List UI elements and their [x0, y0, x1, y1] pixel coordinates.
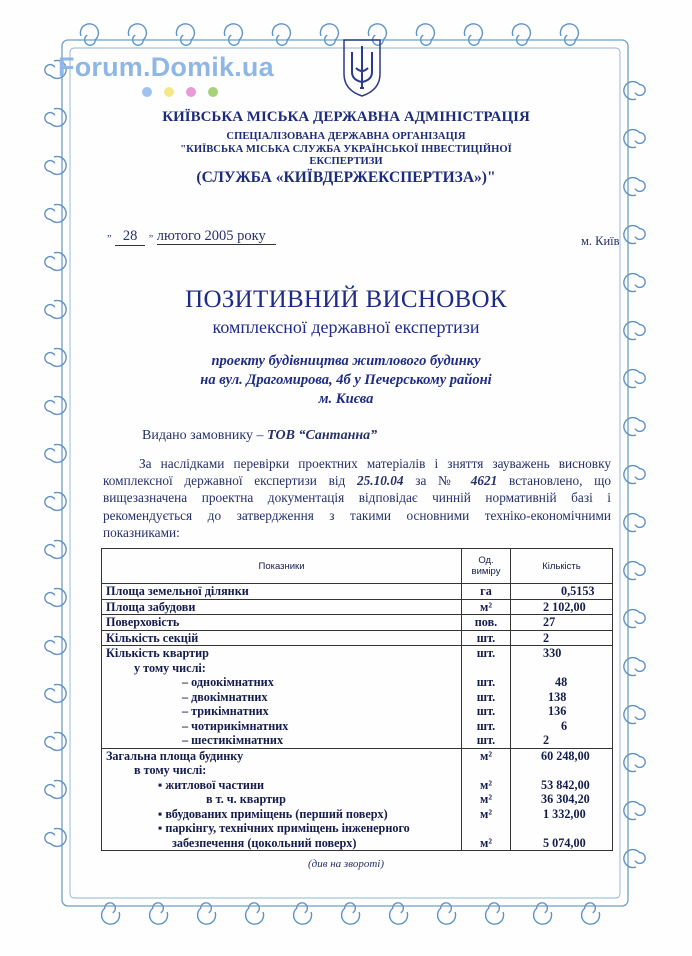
indicator-label: ▪ вбудованих приміщень (перший поверх) — [158, 806, 388, 821]
unit-cell — [462, 646, 511, 749]
indicator-label: в тому числі: — [134, 763, 207, 777]
project-description — [0, 352, 692, 409]
indicator-label: – шестикімнатних — [182, 733, 284, 747]
customer-name: ТОВ “Сантанна” — [266, 428, 378, 443]
unit-label: м² — [480, 599, 492, 614]
issued-to — [142, 428, 377, 444]
quantity-value: 53 842,00 — [541, 777, 590, 792]
org-subtitle-line: "КИЇВСЬКА МІСЬКА СЛУЖБА УКРАЇНСЬКОЇ ІНВЕСТИЦІЙНОЇ — [180, 143, 512, 155]
watermark-dot — [208, 87, 218, 97]
quantity-value: 5 074,00 — [543, 835, 586, 850]
indicators-table — [101, 548, 613, 851]
indicator-label: забезпечення (цокольний поверх) — [172, 835, 357, 850]
watermark-text: Forum.Domik.ua — [58, 52, 274, 82]
indicator-label: Площа забудови — [106, 599, 196, 614]
watermark-dot — [142, 87, 152, 97]
unit-label: шт. — [476, 630, 496, 645]
review-date: 25.10.04 — [357, 473, 404, 489]
date-day: 28 — [115, 228, 145, 246]
unit-label — [466, 821, 506, 836]
quantity-value — [515, 763, 608, 778]
unit-cell — [462, 630, 511, 646]
unit-label: м² — [480, 748, 492, 763]
quantity-value: 0,5153 — [561, 584, 595, 598]
org-subtitle — [0, 131, 692, 169]
unit-label: шт. — [476, 646, 496, 660]
unit-label: м² — [480, 777, 492, 792]
quantity-value: 330 — [543, 646, 562, 660]
quantity-cell — [511, 615, 613, 631]
quantity-cell — [511, 646, 613, 749]
date-quote: „ — [148, 228, 154, 239]
unit-label — [466, 763, 506, 778]
table-row — [102, 599, 613, 615]
quantity-cell — [511, 599, 613, 615]
overleaf-note: (див на звороті) — [307, 858, 385, 870]
indicator-label: ▪ житлової частини — [158, 777, 264, 792]
project-line: проекту будівництва житлового будинку — [211, 353, 481, 369]
paragraph-text: встановлено, що вищезазначена проектна документація відповідає чинній нормативній базі і рекомендується до затвердження з такими основними техніко-економічними показниками: — [103, 473, 612, 540]
indicator-label: – трикімнатних — [182, 704, 269, 718]
issued-prefix: Видано замовнику – — [142, 428, 264, 443]
org-subtitle-line: ЕКСПЕРТИЗИ — [309, 156, 383, 167]
indicator-label: – однокімнатних — [182, 675, 274, 689]
document-title: ПОЗИТИВНИЙ ВИСНОВОК — [185, 286, 507, 313]
quantity-value — [515, 661, 608, 676]
date-month-year: лютого 2005 року — [157, 228, 276, 245]
unit-label: м² — [480, 806, 492, 821]
indicator-label: у тому числі: — [134, 660, 206, 675]
review-number: 4621 — [470, 473, 498, 489]
header-unit: Од. виміру — [462, 549, 511, 584]
quantity-value: 60 248,00 — [541, 748, 590, 763]
table-row — [102, 646, 613, 749]
header-indicator: Показники — [102, 549, 462, 584]
quantity-value: 2 — [543, 733, 550, 747]
indicator-cell — [102, 630, 462, 646]
document-date — [107, 228, 276, 246]
document-subtitle: комплексної державної експертизи — [212, 317, 480, 337]
unit-label: м² — [480, 792, 492, 806]
unit-cell — [462, 599, 511, 615]
watermark-dot — [164, 87, 174, 97]
unit-label: шт. — [476, 689, 496, 704]
date-quote: „ — [107, 228, 112, 239]
quantity-value: 138 — [548, 689, 567, 704]
indicator-cell — [102, 646, 462, 749]
watermark-dots — [142, 87, 218, 97]
indicator-label: Кількість квартир — [106, 646, 209, 660]
indicator-label: – чотирикімнатних — [182, 718, 289, 733]
unit-label: м² — [480, 835, 492, 850]
indicator-cell — [102, 748, 462, 851]
indicator-label: – двокімнатних — [182, 689, 268, 704]
quantity-value — [515, 821, 608, 836]
unit-label: шт. — [476, 718, 496, 733]
unit-label: га — [480, 584, 492, 598]
indicator-cell — [102, 584, 462, 600]
quantity-value: 27 — [543, 615, 556, 629]
org-name: КИЇВСЬКА МІСЬКА ДЕРЖАВНА АДМІНІСТРАЦІЯ — [162, 109, 530, 125]
body-paragraph — [103, 455, 611, 541]
unit-label: шт. — [476, 733, 496, 747]
quantity-value: 6 — [561, 718, 568, 733]
quantity-cell — [511, 748, 613, 851]
quantity-value: 48 — [555, 675, 568, 689]
unit-cell — [462, 615, 511, 631]
quantity-value: 1 332,00 — [543, 806, 586, 821]
unit-label — [466, 661, 506, 676]
paragraph-text: За наслідками перевірки проектних матеріалів і зняття зауважень висновку комплексної державної експертизи від — [103, 456, 611, 489]
unit-label: пов. — [474, 615, 498, 629]
unit-cell — [462, 748, 511, 851]
quantity-value: 2 — [543, 630, 550, 645]
watermark-dot — [186, 87, 196, 97]
org-subtitle-line: СПЕЦІАЛІЗОВАНА ДЕРЖАВНА ОРГАНІЗАЦІЯ — [226, 131, 466, 142]
header-quantity: Кількість — [511, 549, 613, 584]
document-city: м. Київ — [581, 234, 620, 248]
indicator-cell — [102, 599, 462, 615]
table-row — [102, 630, 613, 646]
table-row — [102, 615, 613, 631]
unit-label: шт. — [476, 704, 496, 718]
table-row — [102, 748, 613, 851]
quantity-cell — [511, 584, 613, 600]
paragraph-text: за № — [415, 473, 460, 489]
indicator-label: Площа земельної ділянки — [106, 584, 249, 598]
quantity-value: 36 304,20 — [541, 792, 590, 806]
table-row — [102, 584, 613, 600]
quantity-value: 2 102,00 — [543, 599, 586, 614]
service-name: (СЛУЖБА «КИЇВДЕРЖЕКСПЕРТИЗА»)" — [196, 169, 496, 186]
indicator-label: Загальна площа будинку — [106, 748, 244, 763]
unit-label: шт. — [476, 675, 496, 689]
quantity-value: 136 — [548, 704, 567, 718]
project-line: на вул. Драгомирова, 4б у Печерському районі — [200, 372, 492, 388]
quantity-cell — [511, 630, 613, 646]
trident-emblem-icon — [340, 38, 384, 98]
project-line: м. Києва — [318, 391, 374, 407]
table-header-row — [102, 549, 613, 584]
unit-cell — [462, 584, 511, 600]
indicator-label: Кількість секцій — [106, 630, 199, 645]
indicator-cell — [102, 615, 462, 631]
indicator-label: ▪ паркінгу, технічних приміщень інженерного — [158, 821, 410, 835]
indicator-label: в т. ч. квартир — [206, 792, 286, 806]
indicator-label: Поверховість — [106, 615, 180, 629]
